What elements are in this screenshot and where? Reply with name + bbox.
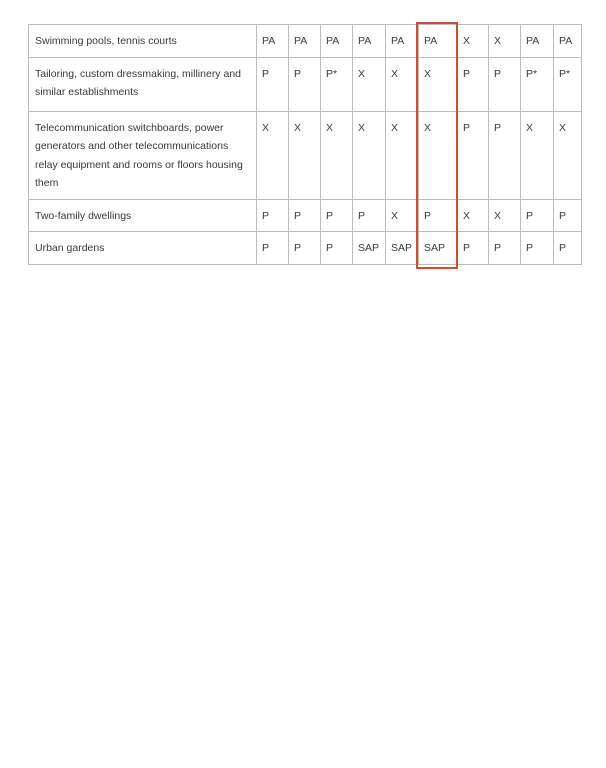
value-cell: X (521, 111, 554, 199)
value-cell: X (289, 111, 321, 199)
value-cell: P* (521, 57, 554, 111)
value-cell: X (489, 199, 521, 232)
value-cell: P (289, 232, 321, 265)
value-cell: P (489, 111, 521, 199)
value-cell: P (521, 232, 554, 265)
value-cell: PA (321, 25, 353, 58)
value-cell: SAP (419, 232, 458, 265)
value-cell: X (386, 199, 419, 232)
value-cell: P (521, 199, 554, 232)
use-name-cell: Telecommunication switchboards, power generators and other telecommunications relay equipment and rooms or floors housing them (29, 111, 257, 199)
value-cell: P (419, 199, 458, 232)
value-cell: X (321, 111, 353, 199)
value-cell: P (321, 232, 353, 265)
value-cell: X (489, 25, 521, 58)
value-cell: P (321, 199, 353, 232)
value-cell: PA (289, 25, 321, 58)
value-cell: X (419, 57, 458, 111)
value-cell: X (386, 57, 419, 111)
use-name-cell: Swimming pools, tennis courts (29, 25, 257, 58)
value-cell: P (257, 232, 289, 265)
value-cell: SAP (353, 232, 386, 265)
table-row (29, 232, 582, 265)
table-row (29, 57, 582, 111)
value-cell: X (386, 111, 419, 199)
value-cell: PA (386, 25, 419, 58)
value-cell: PA (257, 25, 289, 58)
value-cell: P (489, 232, 521, 265)
permitted-uses-table (28, 24, 582, 265)
use-name-cell: Two-family dwellings (29, 199, 257, 232)
value-cell: P (257, 199, 289, 232)
value-cell: P (554, 232, 582, 265)
value-cell: P (458, 111, 489, 199)
value-cell: X (458, 25, 489, 58)
use-name-cell: Tailoring, custom dressmaking, millinery and similar establishments (29, 57, 257, 111)
value-cell: X (419, 111, 458, 199)
value-cell: P (554, 199, 582, 232)
value-cell: P* (554, 57, 582, 111)
value-cell: X (554, 111, 582, 199)
value-cell: P (458, 232, 489, 265)
value-cell: P (289, 57, 321, 111)
value-cell: X (353, 111, 386, 199)
value-cell: P (458, 57, 489, 111)
value-cell: PA (419, 25, 458, 58)
value-cell: P (489, 57, 521, 111)
value-cell: SAP (386, 232, 419, 265)
value-cell: X (353, 57, 386, 111)
value-cell: PA (521, 25, 554, 58)
value-cell: PA (554, 25, 582, 58)
value-cell: X (458, 199, 489, 232)
value-cell: P* (321, 57, 353, 111)
value-cell: P (289, 199, 321, 232)
value-cell: P (257, 57, 289, 111)
value-cell: PA (353, 25, 386, 58)
value-cell: P (353, 199, 386, 232)
value-cell: X (257, 111, 289, 199)
table-row (29, 111, 582, 199)
use-name-cell: Urban gardens (29, 232, 257, 265)
table-row (29, 199, 582, 232)
table-row (29, 25, 582, 58)
